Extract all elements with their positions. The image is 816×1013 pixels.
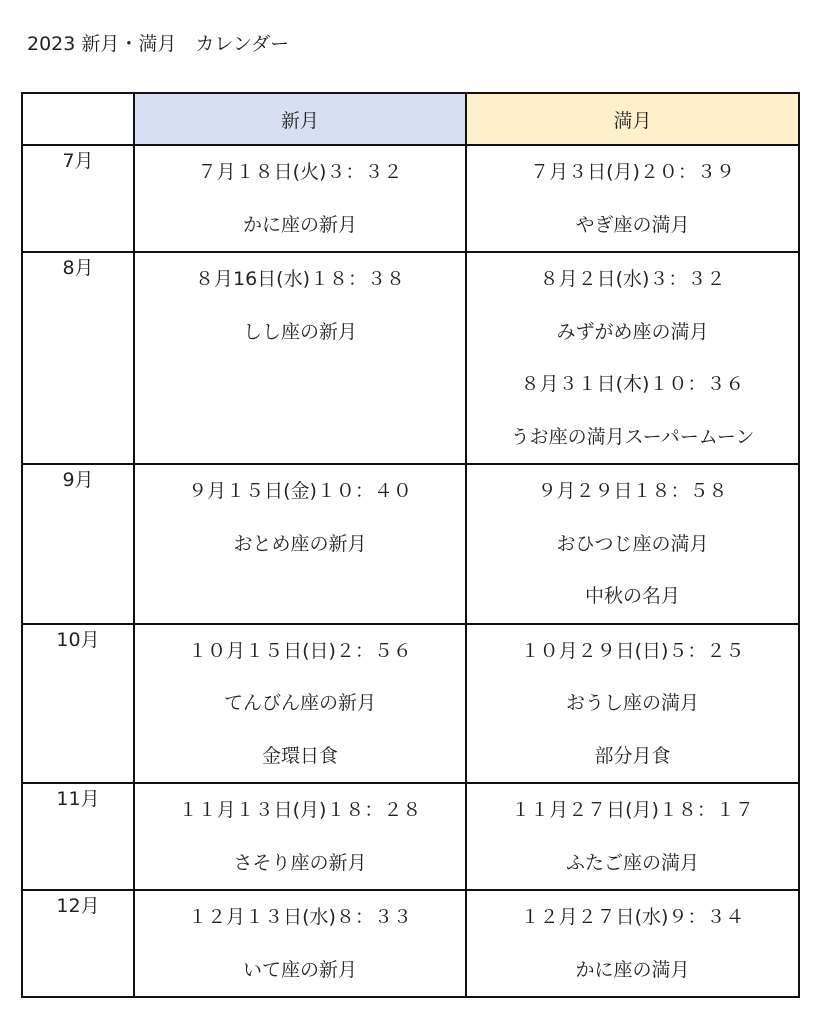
full-moon-cell [466,252,799,464]
new-moon-date: １１月１３日(月)１８：２８ [178,799,422,821]
new-moon-cell [134,783,466,890]
new-moon-date: ８月16日(水)１８：３８ [194,268,405,290]
full-moon-date: １０月２９日(日)５：２５ [520,639,745,662]
full-moon-date: １２月２７日(水)９：３４ [520,906,745,928]
new-moon-note: 金環日食 [261,744,338,767]
full-moon-cell [466,145,799,252]
full-moon-cell [466,464,799,624]
new-moon-date: １０月１５日(日)２：５６ [188,639,412,662]
new-moon-cell [134,464,466,624]
table-row [22,624,799,784]
full-moon-sign: かに座の満月 [575,958,690,981]
full-moon-date: ８月３１日(木)１０：３６ [520,373,745,395]
header-new-moon: 新月 [134,93,466,145]
full-moon-sign: やぎ座の満月 [575,213,690,236]
full-moon-date: ８月２日(水)３：３２ [539,268,726,290]
new-moon-cell [134,624,466,784]
new-moon-cell [134,252,466,464]
full-moon-cell [466,783,799,890]
month-cell: 9月 [22,464,134,624]
full-moon-cell [466,624,799,784]
table-row [22,783,799,890]
moon-calendar-table [21,92,800,998]
new-moon-cell [134,890,466,997]
header-row [22,93,799,145]
new-moon-sign: さそり座の新月 [233,851,367,874]
table-row [22,252,799,464]
full-moon-note: 部分月食 [594,744,671,767]
full-moon-cell [466,890,799,997]
full-moon-date: ９月２９日１８：５８ [537,480,728,502]
month-cell: 10月 [22,624,134,784]
page-title: 2023 新月・満月 カレンダー [27,33,290,55]
new-moon-date: ７月１８日(火)３：３２ [197,161,403,183]
full-moon-note: うお座の満月スーパームーン [510,425,755,448]
full-moon-sign: おうし座の満月 [565,692,699,714]
full-moon-sign: みずがめ座の満月 [556,320,709,343]
header-corner-cell [22,93,134,145]
full-moon-date: ７月３日(月)２０：３９ [530,161,735,183]
new-moon-sign: てんびん座の新月 [223,692,376,714]
header-full-moon: 満月 [466,93,799,145]
new-moon-sign: しし座の新月 [242,320,357,343]
full-moon-sign: おひつじ座の満月 [556,532,709,555]
table-row [22,464,799,624]
full-moon-date: １１月２７日(月)１８：１７ [511,799,754,821]
new-moon-sign: おとめ座の新月 [233,532,367,555]
table-row [22,145,799,252]
full-moon-sign: ふたご座の満月 [565,851,699,874]
new-moon-date: ９月１５日(金)１０：４０ [188,480,412,502]
new-moon-date: １２月１３日(水)８：３３ [188,906,412,928]
month-cell: 12月 [22,890,134,997]
new-moon-cell [134,145,466,252]
full-moon-note: 中秋の名月 [584,585,680,607]
new-moon-sign: いて座の新月 [242,958,357,981]
month-cell: 8月 [22,252,134,464]
month-cell: 11月 [22,783,134,890]
new-moon-sign: かに座の新月 [242,213,357,236]
table-row [22,890,799,997]
month-cell: 7月 [22,145,134,252]
